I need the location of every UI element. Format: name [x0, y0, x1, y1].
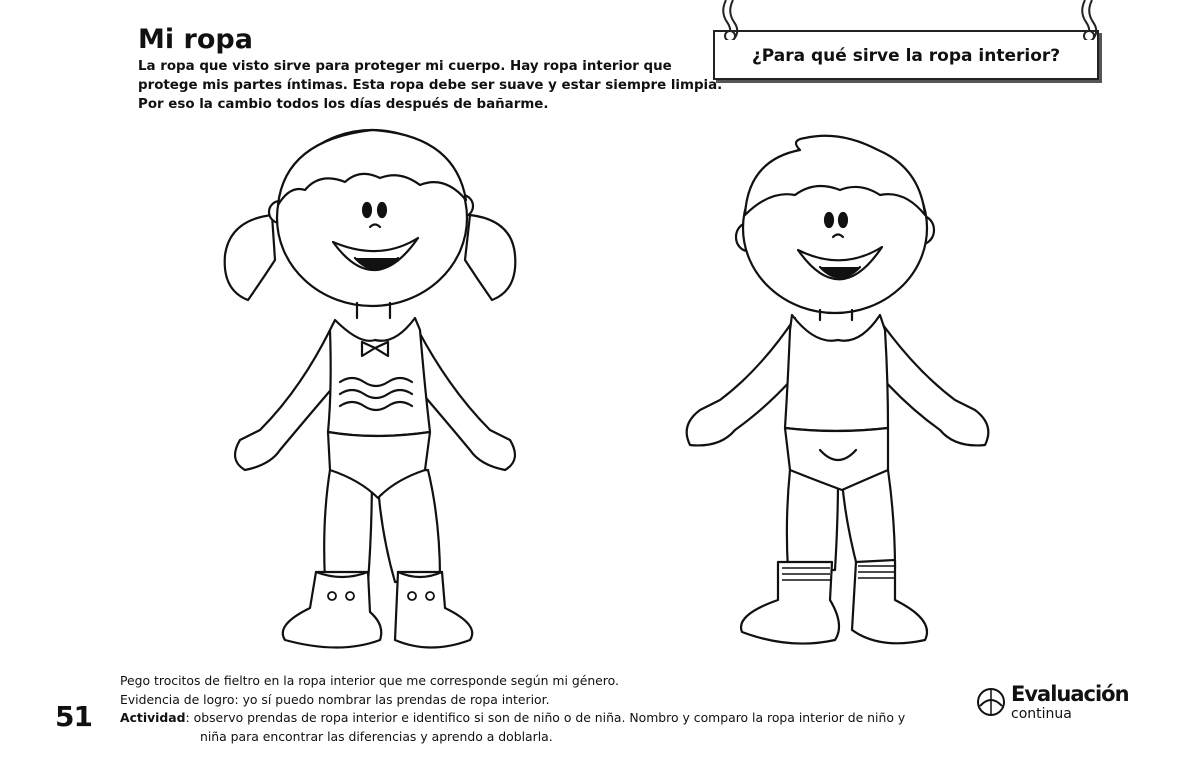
intro-line: Por eso la cambio todos los días después de bañarme. [138, 97, 549, 112]
page-title: Mi ropa [138, 24, 253, 55]
activity-label: Actividad [120, 710, 186, 725]
page-number: 51 [55, 700, 92, 733]
footer-activity-continued: niña para encontrar las diferencias y aprendo a doblarla. [200, 728, 553, 744]
activity-text: : observo prendas de ropa interior e identifico si son de niño o de niña. Nombro y comparo la ropa interior de niño y [185, 710, 906, 725]
sign-question: ¿Para qué sirve la ropa interior? [751, 46, 1061, 66]
footer-line-2: Evidencia de logro: yo sí puedo nombrar las prendas de ropa interior. [120, 691, 550, 707]
logo-sub-text: continua [1011, 706, 1072, 722]
intro-line: La ropa que visto sirve para proteger mi cuerpo. Hay ropa interior que [138, 59, 672, 74]
logo-globe-icon [975, 686, 1007, 718]
evaluacion-logo [975, 682, 1129, 726]
intro-line: protege mis partes íntimas. Esta ropa debe ser suave y estar siempre limpia. [138, 78, 723, 93]
footer-line-1: Pego trocitos de fieltro en la ropa interior que me corresponde según mi género. [120, 673, 619, 688]
logo-main-text: Evaluación [1011, 682, 1129, 706]
footer-instructions [120, 672, 980, 746]
footer-activity [120, 709, 980, 728]
